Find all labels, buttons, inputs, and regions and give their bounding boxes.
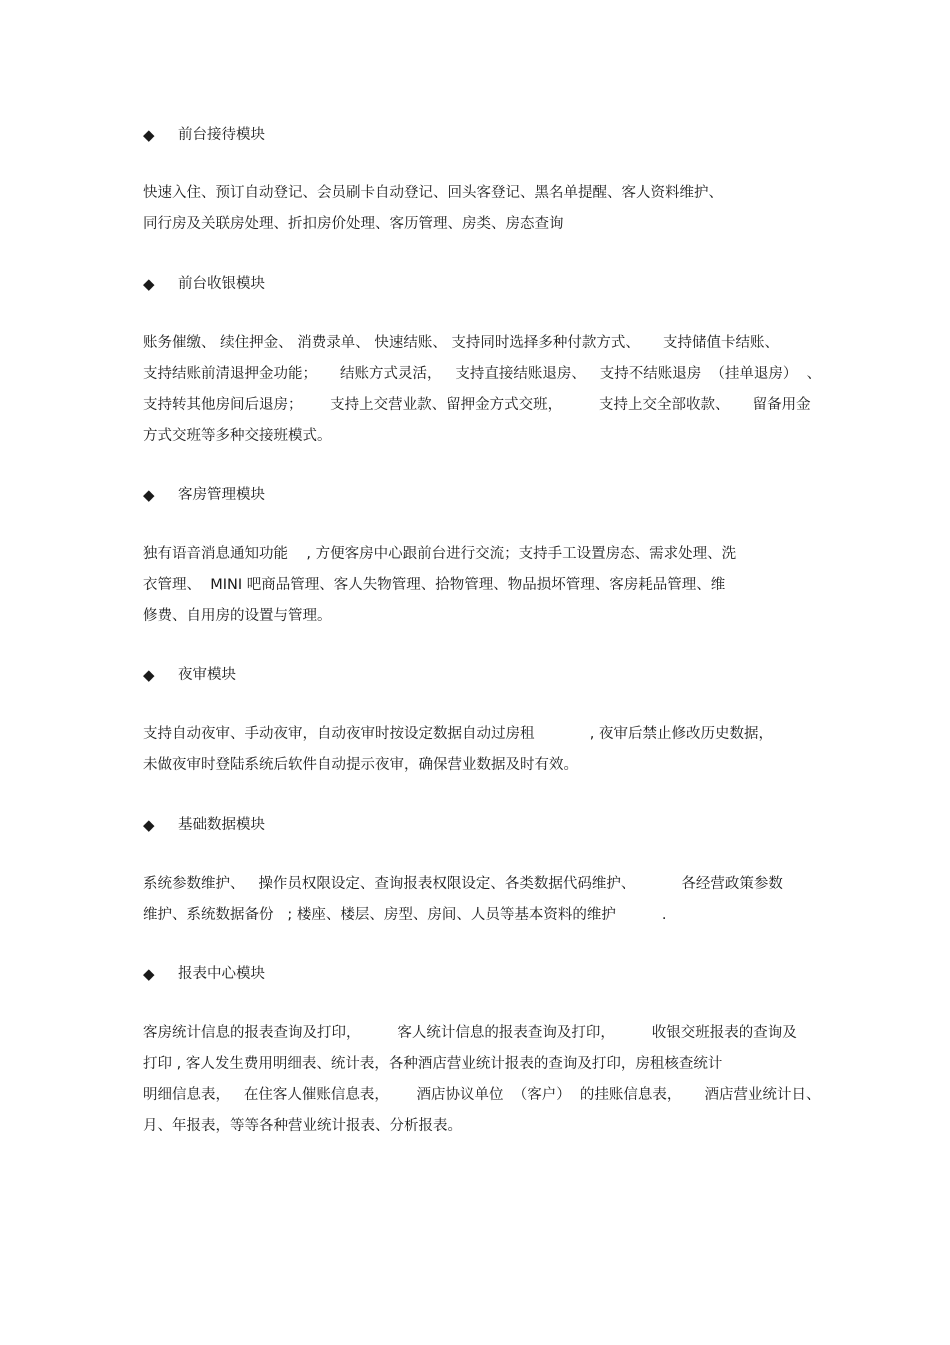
paragraph-line: 独有语音消息通知功能 , 方便客房中心跟前台进行交流；支持手工设置房态、需求处理、洗: [143, 546, 737, 562]
paragraph-line: 未做夜审时登陆系统后软件自动提示夜审，确保营业数据及时有效。: [143, 757, 578, 773]
paragraph-line: 维护、系统数据备份 ; 楼座、楼层、房型、房间、人员等基本资料的维护 .: [143, 907, 667, 923]
section-front-desk-cashier: [143, 273, 833, 444]
paragraph-line: 月、年报表，等等各种营业统计报表、分析报表。: [143, 1118, 462, 1134]
section-heading: [143, 963, 833, 985]
section-body: [143, 1022, 833, 1146]
section-body: [143, 543, 833, 636]
section-heading: [143, 484, 833, 506]
section-body: [143, 723, 833, 785]
diamond-bullet-icon: ◆: [143, 486, 155, 504]
paragraph-line: 支持转其他房间后退房； 支持上交营业款、留押金方式交班， 支持上交全部收款、 留备用金: [143, 397, 811, 413]
section-body: [143, 873, 833, 935]
section-heading: [143, 814, 833, 836]
section-title: 夜审模块: [178, 667, 236, 683]
section-title: 客房管理模块: [178, 487, 265, 503]
section-heading: [143, 124, 833, 146]
diamond-bullet-icon: ◆: [143, 666, 155, 684]
paragraph-line: 账务催缴、 续住押金、 消费录单、 快速结账、 支持同时选择多种付款方式、 支持储值卡结账、: [143, 335, 779, 351]
paragraph-line: 修费、自用房的设置与管理。: [143, 608, 332, 624]
paragraph-line: 衣管理、 MINI 吧商品管理、客人失物管理、拾物管理、物品损坏管理、客房耗品管理、维: [143, 577, 726, 593]
section-title: 前台收银模块: [178, 276, 265, 292]
section-title: 报表中心模块: [178, 966, 265, 982]
paragraph-line: 客房统计信息的报表查询及打印， 客人统计信息的报表查询及打印， 收银交班报表的查询及: [143, 1025, 797, 1041]
section-heading: [143, 273, 833, 295]
paragraph-line: 明细信息表， 在住客人催账信息表， 酒店协议单位 （客户） 的挂账信息表， 酒店营业统计日、: [143, 1087, 821, 1103]
paragraph-line: 支持自动夜审、手动夜审，自动夜审时按设定数据自动过房租 , 夜审后禁止修改历史数据，: [143, 726, 774, 742]
paragraph-line: 打印 , 客人发生费用明细表、统计表，各种酒店营业统计报表的查询及打印，房租核查统计: [143, 1056, 723, 1072]
section-title: 前台接待模块: [178, 127, 265, 143]
diamond-bullet-icon: ◆: [143, 965, 155, 983]
paragraph-line: 同行房及关联房处理、折扣房价处理、客历管理、房类、房态查询: [143, 216, 564, 232]
section-housekeeping: [143, 484, 833, 624]
section-body: [143, 332, 833, 456]
section-body: [143, 182, 833, 244]
section-night-audit: [143, 664, 833, 773]
section-heading: [143, 664, 833, 686]
paragraph-line: 快速入住、预订自动登记、会员刷卡自动登记、回头客登记、黑名单提醒、客人资料维护、: [143, 185, 723, 201]
section-title: 基础数据模块: [178, 817, 265, 833]
diamond-bullet-icon: ◆: [143, 275, 155, 293]
section-front-desk-reception: [143, 124, 833, 232]
paragraph-line: 方式交班等多种交接班模式。: [143, 428, 332, 444]
section-report-center: [143, 963, 833, 1134]
paragraph-line: 系统参数维护、 操作员权限设定、查询报表权限设定、各类数据代码维护、 各经营政策参数: [143, 876, 783, 892]
paragraph-line: 支持结账前清退押金功能； 结账方式灵活， 支持直接结账退房、 支持不结账退房 （挂单退房） 、: [143, 366, 822, 382]
diamond-bullet-icon: ◆: [143, 816, 155, 834]
section-base-data: [143, 814, 833, 923]
diamond-bullet-icon: ◆: [143, 126, 155, 144]
